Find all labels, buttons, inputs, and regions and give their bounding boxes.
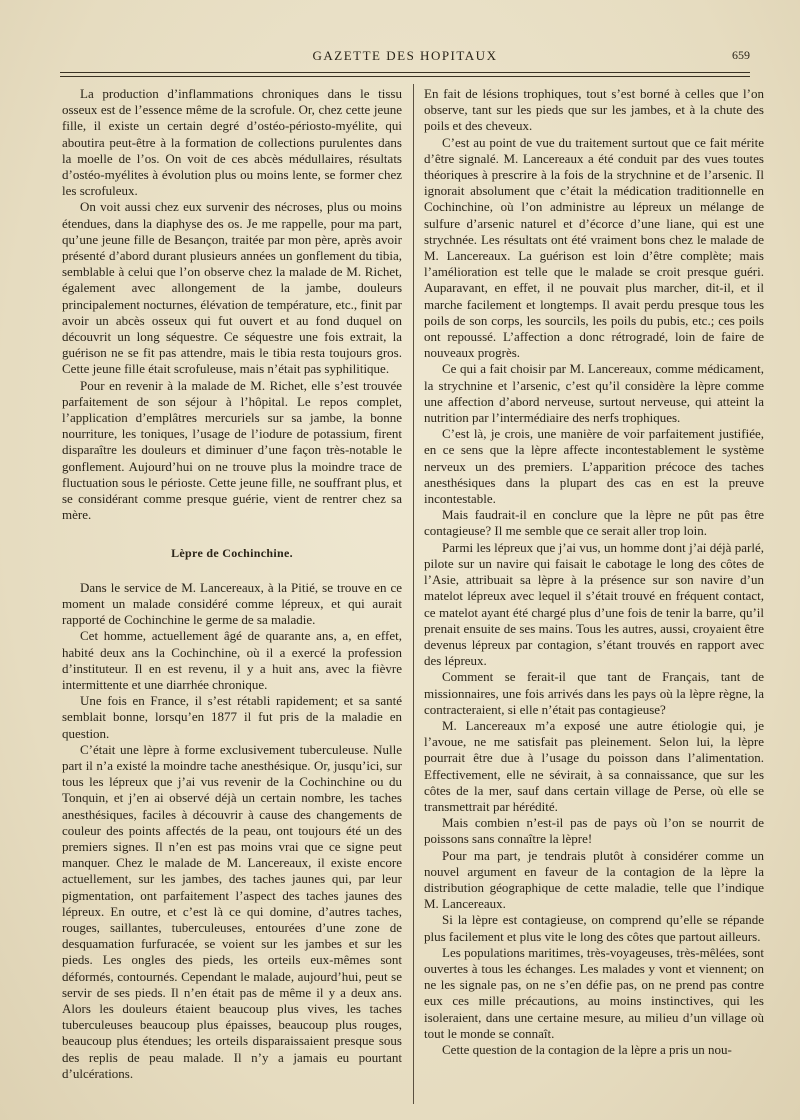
section-title: Lèpre de Cochinchine. <box>171 546 293 561</box>
paragraph: La production d’inflammations chroniques dans le tissu osseux est de l’essence même de la scrofule. Or, chez cette jeune fille, il existe un certain degré d’ostéo-périosto-myélite, qui aboutira peut-être à la formation de collections purulentes dans la moelle de l’os. On voit de ces abcès médullaires, résultats d’ostéo-myélites à évolution plus ou moins lente, se former chez les scrofuleux. <box>62 86 402 199</box>
page-header <box>60 48 750 70</box>
left-column <box>62 86 402 1082</box>
paragraph: C’est là, je crois, une manière de voir parfaitement justifiée, en ce sens que la lèpre affecte incontestablement le système nerveux un des premiers. L’apparition précoce des taches anesthésiques dans la plupart des cas en est la preuve incontestable. <box>424 426 764 507</box>
column-divider <box>413 84 414 1104</box>
paragraph: M. Lancereaux m’a exposé une autre étiologie qui, je l’avoue, ne me satisfait pas pleinement. Selon lui, la lèpre pourrait être due à l’usage du poisson dans l’alimentation. Effectivement, elle ne sévirait, à sa connaissance, que sur les côtes de la mer, sauf dans certain village de Perse, où elle se transmettrait par hérédité. <box>424 717 764 814</box>
paragraph: Cet homme, actuellement âgé de quarante ans, a, en effet, habité deux ans la Cochinchine, où il a exercé la profession d’instituteur. Il en est revenu, il y a huit ans, avec la fièvre intermittente et une diarrhée chronique. <box>62 628 402 692</box>
paragraph: C’est au point de vue du traitement surtout que ce fait mérite d’être signalé. M. Lancereaux a été conduit par des vues toutes théoriques à prescrire à la fois de la strychnine et de l’arsenic. Il ignorait absolument que c’était la médication traditionnelle en Cochinchine, où l’on administre au lépreux un mélange de sulfure d’arsenic naturel et d’écorce d’une liane, qui est une strychnée. Les résultats ont été vraiment bons chez le malade de M. Lancereaux. La guérison est loin d’être complète; mais l’amélioration est telle que le malade se croit presque guéri. Auparavant, en effet, il ne pouvait plus marcher, dit-il, et il marche facilement et longtemps. Il avait perdu presque tous les poils de son corps, les sourcils, les poils du pubis, etc.; ces poils ont repoussé. L’affection a donc rétrogradé, loin de faire de nouveaux progrès. <box>424 134 764 361</box>
paragraph: C’était une lèpre à forme exclusivement tuberculeuse. Nulle part il n’a existé la moindre tache anesthésique. Or, jusqu’ici, sur tous les lépreux que j’ai vus revenir de la Cochinchine ou du Tonquin, et j’en ai observé déjà un certain nombre, les taches anesthésiques, faciles à découvrir à cause des changements de couleur des points affectés de la peau, ont toujours été un des premiers signes. Il n’en est pas moins vrai que ce signe peut manquer. Chez le malade de M. Lancereaux, il existe encore actuellement, sur les jambes, des taches jaunes qui, par leur pigmentation, ont parfaitement l’aspect des taches jaunes des lépreux. En outre, et c’est là ce qui domine, d’autres taches, rouges, saillantes, tuberculeuses, entourées d’une zone de desquamation furfuracée, se voient sur les jambes et sur les pieds. Les ongles des pieds, les orteils eux-mêmes sont déformés, contournés. Cependant le malade, aujourd’hui, peut se servir de ses pieds. Il n’en était pas de même il y a deux ans. Alors les douleurs étaient beaucoup plus vives, les taches tuberculeuses beaucoup plus épaisses, beaucoup plus rouges, beaucoup plus étendues; les orteils disparaissaient presque sous des replis de peau malade. Il n’y a jamais eu pourtant d’ulcérations. <box>62 741 402 1081</box>
header-rule <box>60 72 750 73</box>
paragraph: Une fois en France, il s’est rétabli rapidement; et sa santé semblait bonne, lorsqu’en 1877 il fut pris de la maladie en question. <box>62 693 402 741</box>
paragraph: Pour en revenir à la malade de M. Richet, elle s’est trouvée parfaitement de son séjour à l’hôpital. Le repos complet, l’application d’emplâtres mercuriels sur sa jambe, la bonne nourriture, les toniques, l’usage de l’iodure de potassium, firent disparaître les douleurs et diminuer d’une façon très-notable le gonflement. Aujourd’hui on ne trouve plus la moindre trace de fluctuation sous le périoste. Cette jeune fille, ne souffrant plus, et se considérant comme presque guérie, vient de rentrer chez sa mère. <box>62 377 402 523</box>
page-number: 659 <box>732 48 750 62</box>
paragraph: Les populations maritimes, très-voyageuses, très-mêlées, sont ouvertes à tous les échanges. Les malades y vont et viennent; on ne les signale pas, on ne s’en défie pas, on ne prend pas contre eux ces mille précautions, au moins instinctives, qui les isoleraient, dans une certaine mesure, au milieu d’un village où tout le monde se connaît. <box>424 944 764 1041</box>
paragraph: Pour ma part, je tendrais plutôt à considérer comme un nouvel argument en faveur de la contagion de la lèpre la distribution géographique de cette maladie, telle que l’indique M. Lancereaux. <box>424 847 764 912</box>
paragraph: Comment se ferait-il que tant de Français, tant de missionnaires, une fois arrivés dans les pays où la lèpre règne, la contracteraient, si elle n’était pas contagieuse? <box>424 669 764 717</box>
paragraph: Dans le service de M. Lancereaux, à la Pitié, se trouve en ce moment un malade considéré comme lépreux, et qui aurait rapporté de Cochinchine le germe de sa maladie. <box>62 579 402 628</box>
paragraph: Ce qui a fait choisir par M. Lancereaux, comme médicament, la strychnine et l’arsenic, c’est qu’il considère la lèpre comme une affection d’abord nerveuse, surtout nerveuse, qui atteint la nutrition par l’intermédiaire des nerfs trophiques. <box>424 361 764 426</box>
header-rule-double <box>60 76 750 77</box>
paragraph: Cette question de la contagion de la lèpre a pris un nou- <box>442 1041 732 1057</box>
paragraph: Si la lèpre est contagieuse, on comprend qu’elle se répande plus facilement et plus vite le long des côtes que partout ailleurs. <box>424 912 764 944</box>
right-column <box>424 86 764 1058</box>
running-title: GAZETTE DES HOPITAUX <box>312 48 498 63</box>
paragraph-continued: En fait de lésions trophiques, tout s’est borné à celles que l’on observe, tant sur les pieds que sur les jambes, et à la chute des poils et des cheveux. <box>424 86 764 134</box>
paragraph: Mais faudrait-il en conclure que la lèpre ne pût pas être contagieuse? Il me semble que ce serait aller trop loin. <box>424 507 764 539</box>
paragraph: Mais combien n’est-il pas de pays où l’on se nourrit de poissons sans connaître la lèpre! <box>424 815 764 847</box>
paragraph: Parmi les lépreux que j’ai vus, un homme dont j’ai déjà parlé, pilote sur un navire qui faisait le cabotage le long des côtes de l’Asie, attribuait sa lèpre à la présence sur son navire d’un matelot lépreux avec lequel il s’était trouvé en fréquent contact, ce matelot ayant été chargé plus d’une fois de tenir la barre, qu’il prenait ensuite de ses mains. Tous les autres, aussi, croyaient être devenus lépreux par contagion, s’étant trouvés en rapport avec des lépreux. <box>424 539 764 669</box>
paragraph: On voit aussi chez eux survenir des nécroses, plus ou moins étendues, dans la diaphyse des os. Je me rappelle, pour ma part, qu’une jeune fille de Besançon, traitée par mon père, après avoir présenté d’abord durant plusieurs années un gonflement du tibia, semblable à celui que l’on observe chez la malade de M. Richet, également avec allongement de la jambe, douleurs principalement nocturnes, élévation de température, etc., finit par avoir un abcès osseux qui fut ouvert et au fond duquel on découvrit un long séquestre. Ce séquestre une fois extrait, la guérison ne se fit pas attendre, mais le tibia resta toujours gros. Cette jeune fille était scrofuleuse, mais n’était pas syphilitique. <box>62 199 402 377</box>
